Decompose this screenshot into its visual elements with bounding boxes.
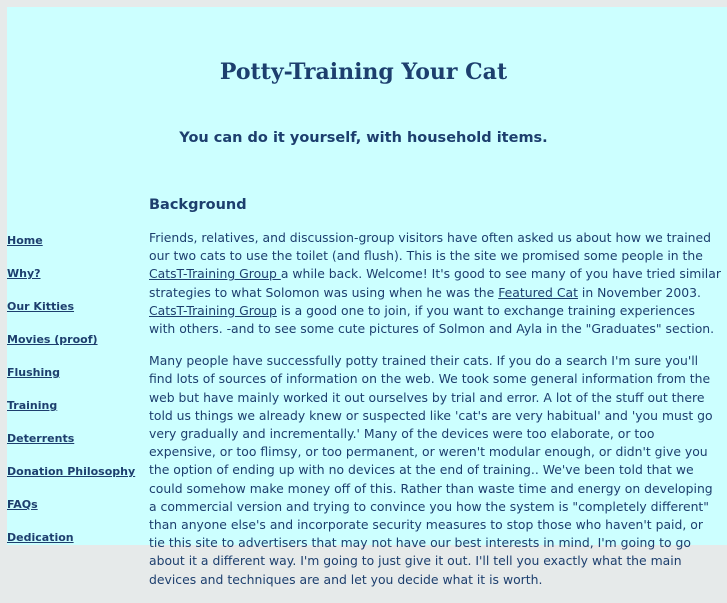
- page: [7, 7, 727, 587]
- nav-link-flushing[interactable]: Flushing: [7, 366, 60, 379]
- paragraph-background: [149, 229, 721, 338]
- nav-item-movies: [7, 328, 142, 361]
- nav-item-training: [7, 394, 142, 427]
- nav-link-home[interactable]: Home: [7, 234, 43, 247]
- nav-item-donation-philosophy: [7, 460, 142, 493]
- section-heading: Background: [149, 197, 247, 213]
- nav-link-movies[interactable]: Movies (proof): [7, 333, 98, 346]
- featured-cat-link[interactable]: Featured Cat: [498, 284, 578, 300]
- nav-link-donation-philosophy[interactable]: Donation Philosophy: [7, 465, 136, 478]
- nav-link-why[interactable]: Why?: [7, 267, 41, 280]
- nav-item-dedication: [7, 526, 142, 559]
- nav-link-dedication[interactable]: Dedication: [7, 531, 74, 544]
- catst-training-group-link-2[interactable]: CatsT-Training Group: [149, 302, 277, 318]
- nav-item-our-kitties: [7, 295, 142, 328]
- nav-link-our-kitties[interactable]: Our Kitties: [7, 300, 75, 313]
- paragraph-text: Friends, relatives, and discussion-group visitors have often asked us about how we trained our two cats to use the toilet (and flush). This is the site we promised some people in the: [149, 230, 711, 264]
- main-content: [149, 197, 721, 603]
- nav-item-home: [7, 229, 142, 262]
- paragraph-text: a while back. Welcome! It's good to see many of you have tried similar strategies to what Solomon was using when he was the: [149, 266, 721, 300]
- nav-item-flushing: [7, 361, 142, 394]
- paragraph-text: is a good one to join, if you want to exchange training experiences with others. -and to see some cute pictures of Solmon and Ayla in the "Graduates" section.: [149, 302, 715, 337]
- sidebar-nav: [7, 229, 142, 559]
- tagline: You can do it yourself, with household items.: [179, 130, 548, 146]
- page-title: Potty-Training Your Cat: [219, 59, 508, 85]
- nav-link-training[interactable]: Training: [7, 399, 58, 412]
- nav-link-faqs[interactable]: FAQs: [7, 498, 38, 511]
- paragraph-training-methods: Many people have successfully potty trained their cats. If you do a search I'm sure you'll find lots of sources of information on the web. We took some general information from the web but have mainly worked it out ourselves by trial and error. A lot of the stuff out there told us things we already knew or suspected like 'cat's are very habitual' and 'you must go very gradually and incrementally.' Many of the devices were too elaborate, or too expensive, or too flimsy, or too permanent, or weren't modular enough, or didn't give you the option of ending up with no devices at the end of training.. We've been told that we could somehow make money off of this. Rather than waste time and energy on developing a commercial version and trying to convince you how the system is "completely different" than anyone else's and incorporate security measures to stop those who haven't paid, or tie this site to advertisers that may not have our best interests in mind, I'm going to go about it a different way. I'm going to just give it out. I'll tell you exactly what the main devices and techniques are and let you decide what it is worth.: [149, 353, 713, 587]
- catst-training-group-link[interactable]: CatsT-Training Group: [149, 266, 281, 282]
- nav-item-why: [7, 262, 142, 295]
- nav-item-faqs: [7, 493, 142, 526]
- paragraph-text: in November 2003.: [577, 284, 701, 300]
- nav-link-deterrents[interactable]: Deterrents: [7, 432, 75, 445]
- nav-item-deterrents: [7, 427, 142, 460]
